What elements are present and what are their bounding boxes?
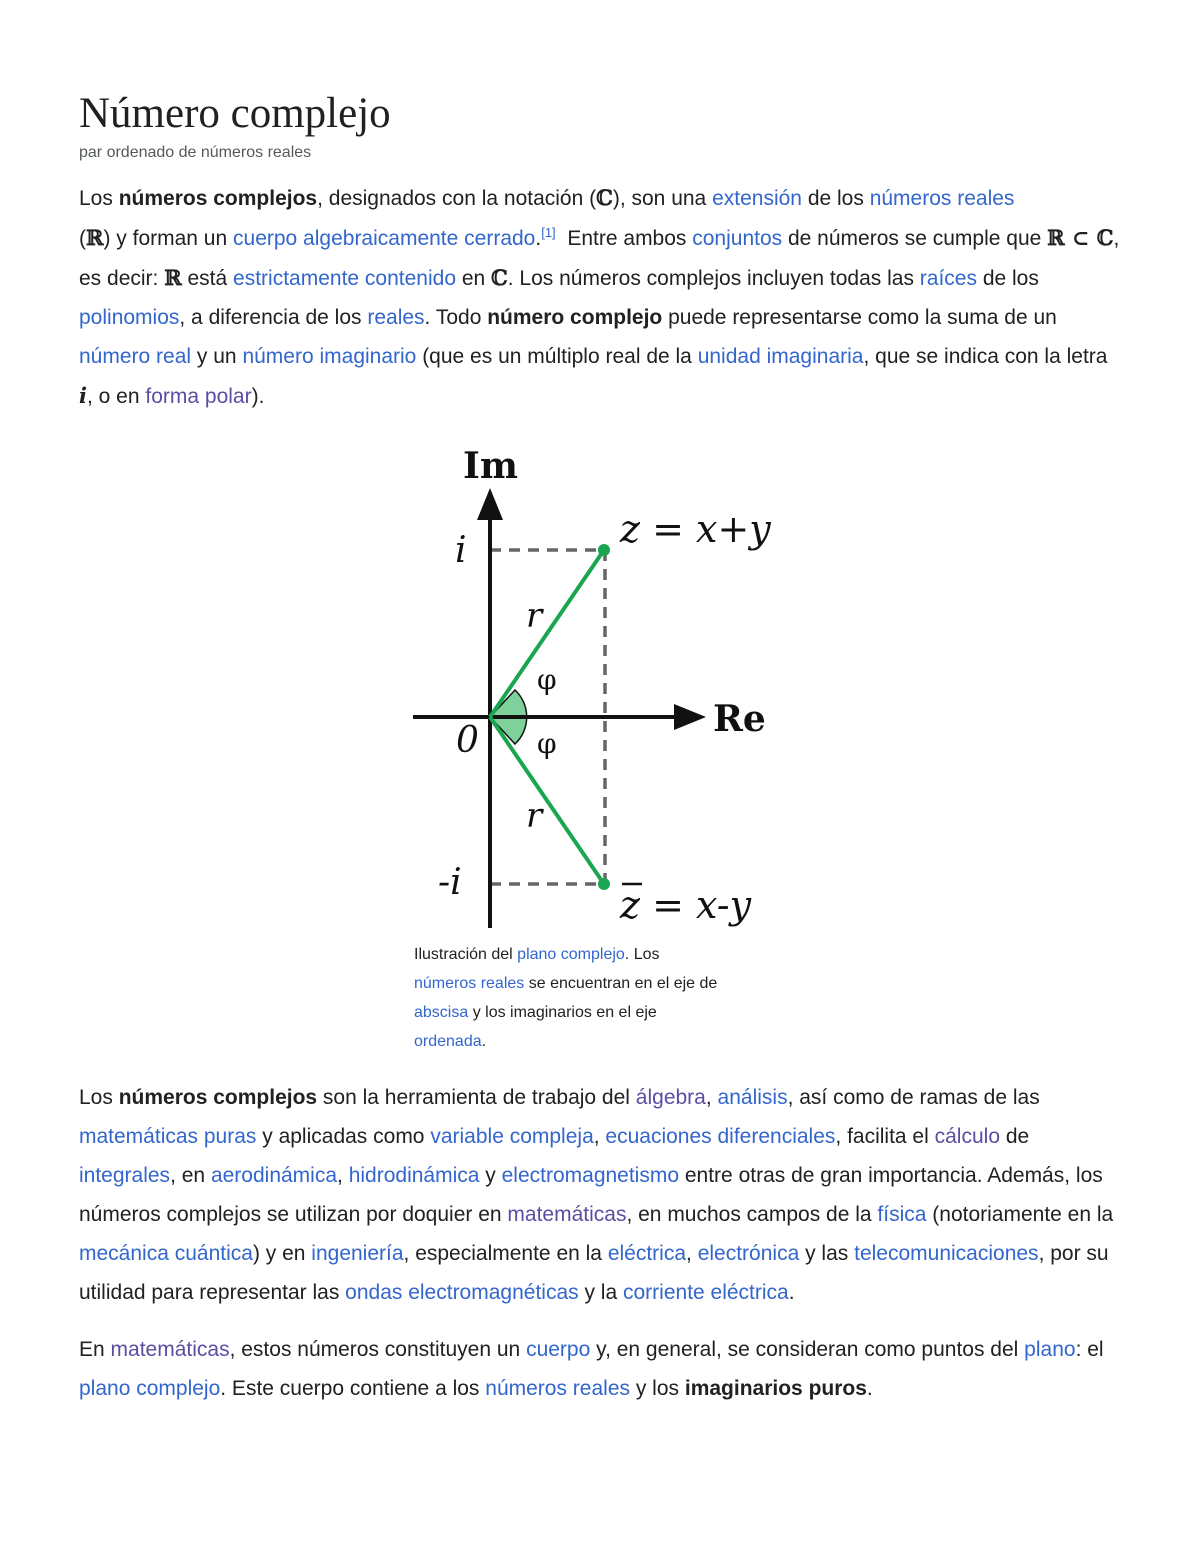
- link-telecomunicaciones[interactable]: telecomunicaciones: [854, 1242, 1039, 1265]
- text: ), son una: [612, 187, 713, 210]
- text: , en muchos campos de la: [626, 1203, 878, 1226]
- text: . Los: [624, 946, 660, 963]
- text: son la herramienta de trabajo del: [317, 1086, 636, 1109]
- bold-term: número complejo: [487, 306, 663, 329]
- text: En: [79, 1338, 111, 1361]
- text: se encuentran en el eje de: [524, 975, 718, 992]
- text: Los: [79, 187, 119, 210]
- label-z-conjugate: z = x-y: [620, 883, 752, 927]
- label-r-lower: r: [526, 796, 543, 836]
- label-im: Im: [463, 445, 518, 487]
- text: entre otras de gran importancia. Además, los números complejos se utilizan por doquier en: [79, 1164, 1103, 1226]
- text: , que se indica con la letra: [863, 345, 1108, 368]
- link-algebra[interactable]: álgebra: [635, 1086, 706, 1109]
- math-symbol-r: ℝ: [86, 225, 104, 250]
- link-matematicas[interactable]: matemáticas: [110, 1338, 230, 1361]
- link-corriente-electrica[interactable]: corriente eléctrica: [623, 1281, 789, 1304]
- link-numero-real[interactable]: número real: [79, 345, 192, 368]
- link-integrales[interactable]: integrales: [79, 1164, 171, 1187]
- link-ecuaciones-diferenciales[interactable]: ecuaciones diferenciales: [605, 1125, 836, 1148]
- text: puede representarse como la suma de un: [662, 306, 1057, 329]
- text: : el: [1075, 1338, 1104, 1361]
- link-cuerpo[interactable]: cuerpo: [526, 1338, 591, 1361]
- text: está: [181, 267, 234, 290]
- text: y la: [578, 1281, 623, 1304]
- text: ,: [686, 1242, 698, 1265]
- text: ) y forman un: [103, 227, 234, 250]
- text: Ilustración del: [414, 946, 518, 963]
- label-re: Re: [713, 698, 766, 740]
- text: y: [479, 1164, 502, 1187]
- complex-plane-figure: [410, 438, 800, 1056]
- link-plano-complejo[interactable]: plano complejo: [517, 946, 625, 963]
- text: y las: [799, 1242, 855, 1265]
- math-symbol-c: ℂ: [491, 265, 508, 290]
- text: de números se cumple que: [782, 227, 1048, 250]
- label-phi-upper: φ: [537, 663, 557, 696]
- text: , estos números constituyen un: [229, 1338, 527, 1361]
- complex-plane-diagram: [410, 438, 800, 938]
- point-z: [598, 544, 610, 556]
- text: (: [79, 227, 86, 250]
- text: .: [535, 227, 542, 250]
- link-plano-complejo[interactable]: plano complejo: [79, 1377, 221, 1400]
- text: , designados con la notación (: [317, 187, 597, 210]
- article-content: [79, 88, 1124, 1408]
- bold-term: imaginarios puros: [684, 1377, 867, 1400]
- text: , a diferencia de los: [179, 306, 368, 329]
- text: y un: [191, 345, 243, 368]
- label-origin: 0: [456, 720, 479, 761]
- text: (notoriamente en la: [926, 1203, 1114, 1226]
- text: , en: [170, 1164, 211, 1187]
- real-axis-arrow: [674, 704, 706, 730]
- link-numeros-reales[interactable]: números reales: [414, 975, 525, 992]
- text: .: [788, 1281, 795, 1304]
- text: ).: [251, 385, 265, 408]
- intro-paragraph: [79, 178, 1124, 416]
- text: (que es un múltiplo real de la: [416, 345, 698, 368]
- field-paragraph: [79, 1330, 1124, 1408]
- text: , por su utilidad para representar las: [79, 1242, 1109, 1304]
- math-subset: ℝ ⊂ ℂ: [1047, 225, 1114, 250]
- link-numero-imaginario[interactable]: número imaginario: [242, 345, 417, 368]
- text: en: [456, 267, 492, 290]
- text: ,: [593, 1125, 606, 1148]
- text: de los: [976, 267, 1039, 290]
- link-matematicas[interactable]: matemáticas: [507, 1203, 627, 1226]
- link-fisica[interactable]: física: [877, 1203, 927, 1226]
- text: y los imaginarios en el eje: [468, 1004, 657, 1021]
- text: de los: [801, 187, 870, 210]
- link-ondas-electromagneticas[interactable]: ondas electromagnéticas: [345, 1281, 579, 1304]
- math-symbol-i: i: [79, 383, 87, 408]
- applications-paragraph: [79, 1078, 1124, 1312]
- label-z: z = x+y: [620, 507, 771, 551]
- link-numeros-reales[interactable]: números reales: [869, 187, 1015, 210]
- label-neg-i: -i: [438, 862, 462, 903]
- label-phi-lower: φ: [537, 727, 557, 760]
- link-hidrodinamica[interactable]: hidrodinámica: [348, 1164, 480, 1187]
- text: , especialmente en la: [403, 1242, 608, 1265]
- text: y, en general, se consideran como puntos del: [590, 1338, 1025, 1361]
- link-reales[interactable]: reales: [367, 306, 425, 329]
- link-conjuntos[interactable]: conjuntos: [692, 227, 783, 250]
- text: .: [481, 1033, 487, 1050]
- label-i: i: [455, 530, 467, 571]
- text: , así como de ramas de las: [787, 1086, 1040, 1109]
- link-cuerpo-algebraicamente-cerrado[interactable]: cuerpo algebraicamente cerrado: [233, 227, 536, 250]
- link-electrica[interactable]: eléctrica: [607, 1242, 687, 1265]
- link-ingenieria[interactable]: ingeniería: [311, 1242, 404, 1265]
- text: . Este cuerpo contiene a los: [220, 1377, 486, 1400]
- text: , facilita el: [835, 1125, 935, 1148]
- bold-term: números complejos: [118, 187, 318, 210]
- text: , o en: [86, 385, 146, 408]
- text: . Todo: [424, 306, 488, 329]
- reference-1[interactable]: [1]: [541, 225, 556, 240]
- figure-caption: [414, 940, 784, 1056]
- link-electromagnetismo[interactable]: electromagnetismo: [501, 1164, 680, 1187]
- link-variable-compleja[interactable]: variable compleja: [430, 1125, 594, 1148]
- text: ,: [337, 1164, 349, 1187]
- bold-term: números complejos: [118, 1086, 318, 1109]
- link-matematicas-puras[interactable]: matemáticas puras: [79, 1125, 257, 1148]
- page-subtitle: par ordenado de números reales: [79, 144, 312, 161]
- text: y aplicadas como: [256, 1125, 431, 1148]
- text: . Los números complejos incluyen todas las: [507, 267, 920, 290]
- link-unidad-imaginaria[interactable]: unidad imaginaria: [697, 345, 864, 368]
- text: ) y en: [252, 1242, 312, 1265]
- link-numeros-reales[interactable]: números reales: [485, 1377, 630, 1400]
- link-extension[interactable]: extensión: [712, 187, 802, 210]
- link-polinomios[interactable]: polinomios: [79, 306, 180, 329]
- link-raices[interactable]: raíces: [919, 267, 977, 290]
- text: .: [866, 1377, 873, 1400]
- imaginary-axis-arrow: [477, 488, 503, 520]
- link-ordenada[interactable]: ordenada: [414, 1033, 482, 1050]
- math-symbol-r: ℝ: [164, 265, 182, 290]
- label-r-upper: r: [526, 596, 543, 636]
- link-calculo[interactable]: cálculo: [934, 1125, 1000, 1148]
- link-forma-polar[interactable]: forma polar: [145, 385, 252, 408]
- page-title: Número complejo: [79, 90, 391, 137]
- link-mecanica-cuantica[interactable]: mecánica cuántica: [79, 1242, 253, 1265]
- text: , es decir:: [79, 227, 1120, 290]
- link-estrictamente-contenido[interactable]: estrictamente contenido: [233, 267, 456, 290]
- link-plano[interactable]: plano: [1024, 1338, 1076, 1361]
- text: ,: [705, 1086, 718, 1109]
- link-abscisa[interactable]: abscisa: [414, 1004, 469, 1021]
- link-electronica[interactable]: electrónica: [697, 1242, 800, 1265]
- math-symbol-c: ℂ: [596, 185, 613, 210]
- text: y los: [630, 1377, 685, 1400]
- link-aerodinamica[interactable]: aerodinámica: [210, 1164, 338, 1187]
- link-analisis[interactable]: análisis: [717, 1086, 788, 1109]
- text: Los: [79, 1086, 119, 1109]
- text: de: [1000, 1125, 1030, 1148]
- point-z-conjugate: [598, 878, 610, 890]
- text: Entre ambos: [555, 227, 693, 250]
